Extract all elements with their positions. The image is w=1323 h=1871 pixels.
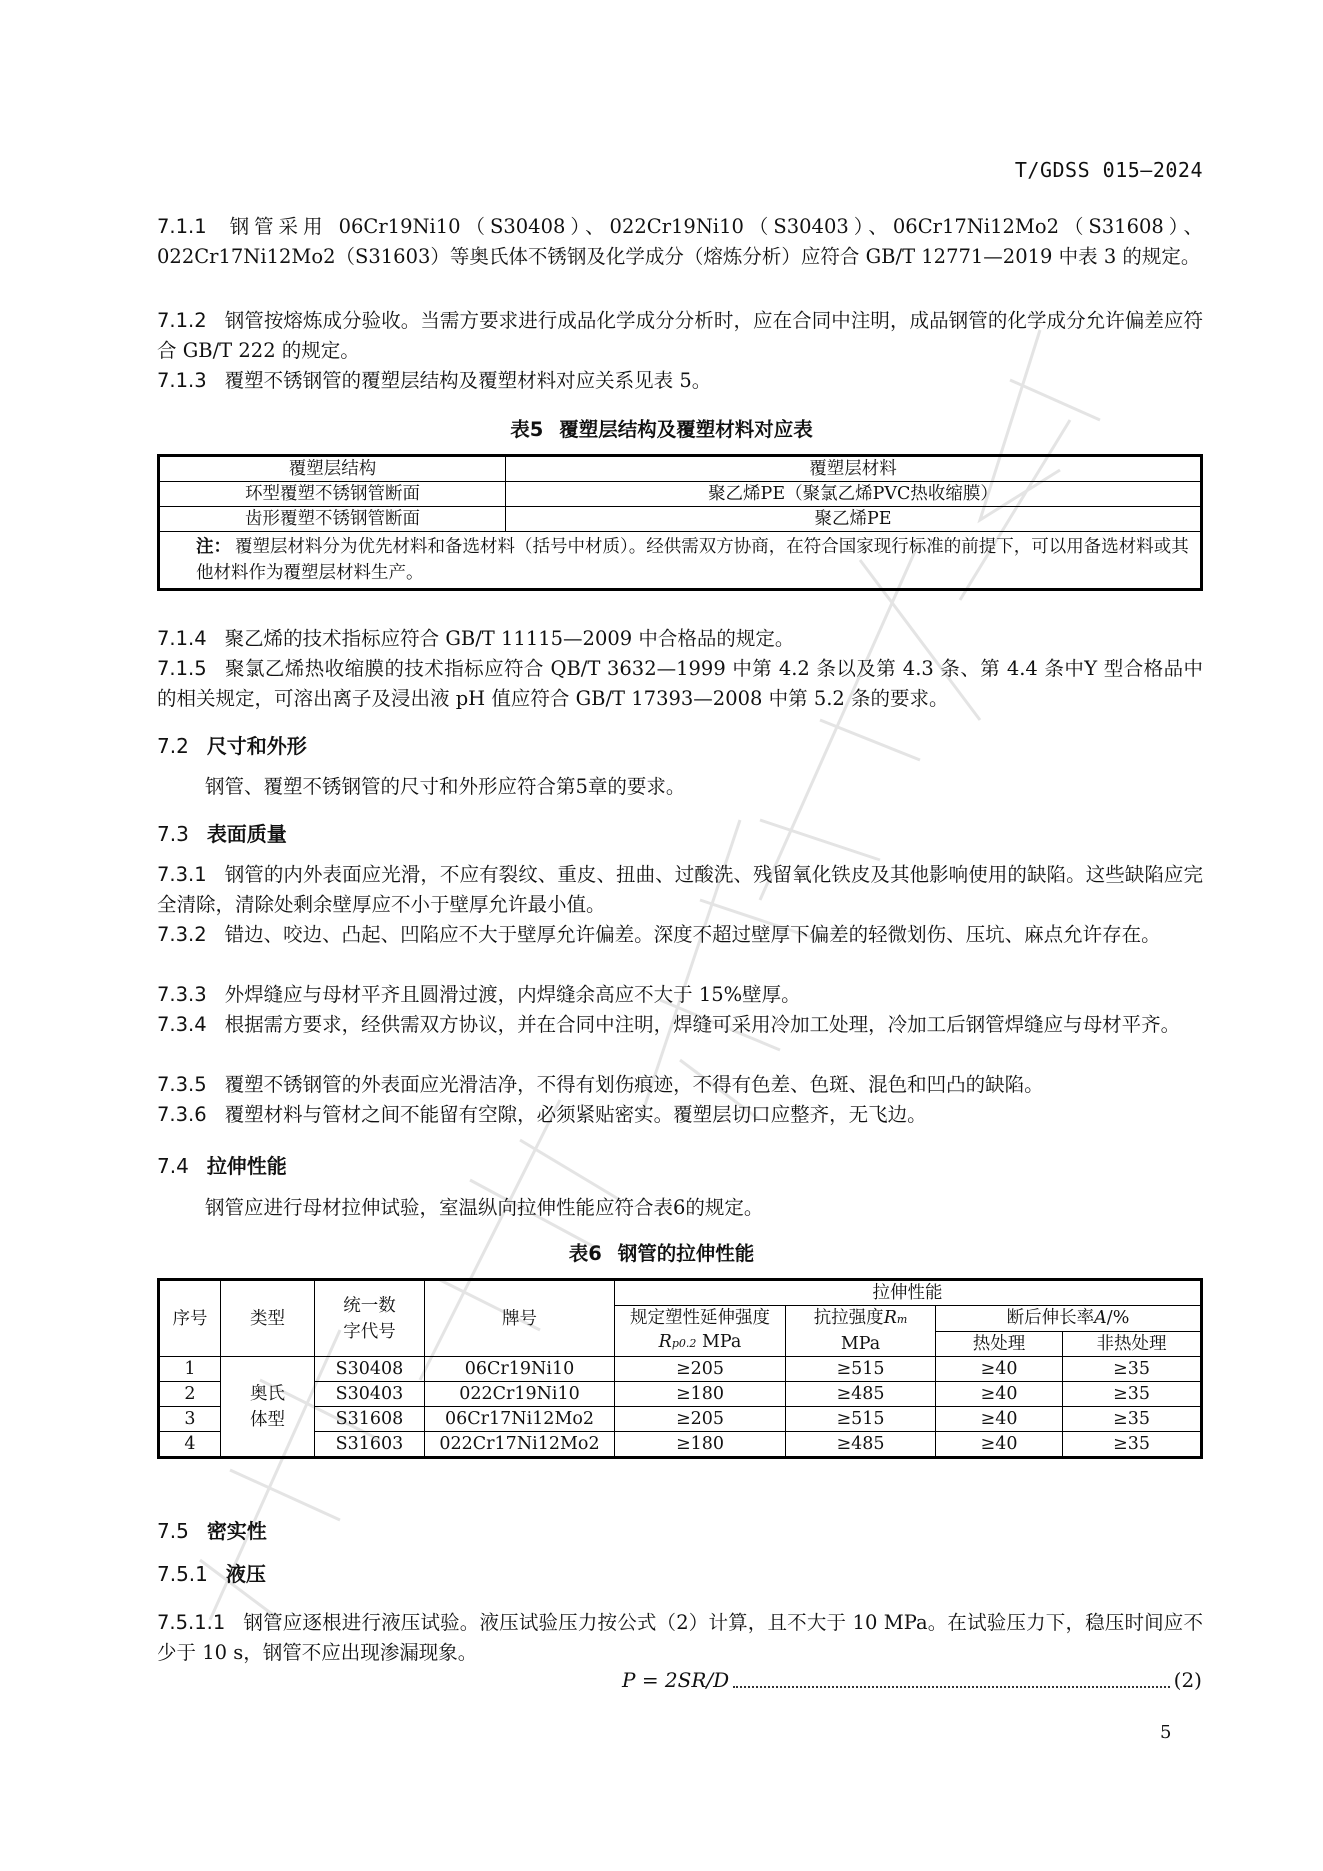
header-code-line1: 统一数 bbox=[343, 1295, 396, 1316]
clause-text: 钢管采用 06Cr19Ni10（S30408）、022Cr19Ni10（S30403）、06Cr17Ni12Mo2（S31608）、022Cr17Ni12Mo2（S31603）等奥氏体不锈钢及化学成分（熔炼分析）应符合 GB/T 12771—2019 中表 3 的规定。 bbox=[157, 215, 1203, 268]
cell-grade: 06Cr17Ni12Mo2 bbox=[425, 1407, 615, 1432]
cell-code: S30403 bbox=[315, 1382, 425, 1407]
clause-text: 错边、咬边、凸起、凹陷应不大于壁厚允许偏差。深度不超过壁厚下偏差的轻微划伤、压坑、麻点允许存在。 bbox=[224, 923, 1161, 946]
clause-number: 7.1.5 bbox=[157, 657, 207, 680]
clause-7-5-1-1 bbox=[157, 1608, 1203, 1668]
heading-number: 7.2 bbox=[157, 734, 189, 758]
cell-heat: ≥40 bbox=[936, 1432, 1063, 1458]
clause-text: 钢管的内外表面应光滑，不应有裂纹、重皮、扭曲、过酸洗、残留氧化铁皮及其他影响使用的缺陷。这些缺陷应完全清除，清除处剩余壁厚应不小于壁厚允许最小值。 bbox=[157, 863, 1203, 916]
clause-number: 7.3.3 bbox=[157, 983, 207, 1006]
cell-code: S31603 bbox=[315, 1432, 425, 1458]
clause-number: 7.3.1 bbox=[157, 863, 207, 886]
clause-7-3-3 bbox=[157, 980, 1203, 1010]
clause-text: 根据需方要求，经供需双方协议，并在合同中注明，焊缝可采用冷加工处理，冷加工后钢管焊缝应与母材平齐。 bbox=[224, 1013, 1181, 1036]
heading-number: 7.4 bbox=[157, 1154, 189, 1178]
elong-symbol: A bbox=[1094, 1308, 1107, 1329]
formula-expression: P = 2SR/D bbox=[622, 1668, 730, 1692]
table6-row bbox=[159, 1432, 1202, 1458]
header-nonheat: 非热处理 bbox=[1063, 1331, 1202, 1357]
cell-ts: ≥515 bbox=[786, 1357, 936, 1382]
cell-seq: 3 bbox=[159, 1407, 221, 1432]
clause-text: 覆塑材料与管材之间不能留有空隙，必须紧贴密实。覆塑层切口应整齐，无飞边。 bbox=[224, 1103, 927, 1126]
clause-7-1-4 bbox=[157, 624, 1203, 654]
type-line1: 奥氏 bbox=[250, 1383, 285, 1404]
ts-subscript: m bbox=[896, 1313, 908, 1326]
clause-number: 7.3.2 bbox=[157, 923, 207, 946]
heading-7-5-1 bbox=[157, 1558, 266, 1587]
table5-header-cell: 覆塑层材料 bbox=[506, 456, 1202, 482]
clause-7-1-2 bbox=[157, 306, 1203, 366]
paragraph-7-2: 钢管、覆塑不锈钢管的尺寸和外形应符合第5章的要求。 bbox=[205, 775, 686, 798]
header-heat: 热处理 bbox=[936, 1331, 1063, 1357]
cell-seq: 2 bbox=[159, 1382, 221, 1407]
header-yield bbox=[615, 1306, 786, 1357]
table5-title: 覆塑层结构及覆塑材料对应表 bbox=[559, 418, 813, 441]
clause-text: 钢管按熔炼成分验收。当需方要求进行成品化学成分分析时，应在合同中注明，成品钢管的化学成分允许偏差应符合 GB/T 222 的规定。 bbox=[157, 309, 1203, 362]
note-text: 覆塑层材料分为优先材料和备选材料（括号中材质）。经供需双方协商，在符合国家现行标准的前提下，可以用备选材料或其他材料作为覆塑层材料生产。 bbox=[196, 537, 1189, 583]
clause-7-3-5 bbox=[157, 1070, 1203, 1100]
heading-7-2 bbox=[157, 730, 307, 759]
table5 bbox=[157, 454, 1203, 591]
clause-text: 钢管应逐根进行液压试验。液压试验压力按公式（2）计算，且不大于 10 MPa。在试验压力下，稳压时间应不少于 10 s，钢管不应出现渗漏现象。 bbox=[157, 1611, 1203, 1664]
cell-yield: ≥180 bbox=[615, 1432, 786, 1458]
cell-grade: 06Cr19Ni10 bbox=[425, 1357, 615, 1382]
table5-header-row bbox=[159, 456, 1202, 482]
header-elong bbox=[936, 1306, 1202, 1332]
type-line2: 体型 bbox=[250, 1409, 285, 1430]
header-code-line2: 字代号 bbox=[343, 1321, 396, 1342]
clause-text: 聚氯乙烯热收缩膜的技术指标应符合 QB/T 3632—1999 中第 4.2 条以及第 4.3 条、第 4.4 条中Y 型合格品中的相关规定，可溶出离子及浸出液 pH 值应符合 GB/T 17393—2008 中第 5.2 条的要求。 bbox=[157, 657, 1203, 710]
clause-7-1-5 bbox=[157, 654, 1203, 714]
heading-title: 尺寸和外形 bbox=[206, 734, 307, 758]
ts-symbol: R bbox=[883, 1308, 897, 1328]
clause-number: 7.1.2 bbox=[157, 309, 207, 332]
clause-7-3-2 bbox=[157, 920, 1203, 950]
heading-title: 密实性 bbox=[206, 1519, 267, 1543]
cell-yield: ≥205 bbox=[615, 1357, 786, 1382]
table5-header-cell: 覆塑层结构 bbox=[159, 456, 506, 482]
cell-nonheat: ≥35 bbox=[1063, 1382, 1202, 1407]
cell-type bbox=[221, 1357, 315, 1458]
paragraph-7-4: 钢管应进行母材拉伸试验，室温纵向拉伸性能应符合表6的规定。 bbox=[205, 1196, 764, 1219]
cell-nonheat: ≥35 bbox=[1063, 1432, 1202, 1458]
table5-cell: 聚乙烯PE bbox=[506, 507, 1202, 532]
clause-text: 聚乙烯的技术指标应符合 GB/T 11115—2009 中合格品的规定。 bbox=[224, 627, 795, 650]
heading-number: 7.5.1 bbox=[157, 1562, 208, 1586]
clause-number: 7.5.1.1 bbox=[157, 1611, 226, 1634]
table5-note-row bbox=[159, 532, 1202, 590]
clause-7-1-1 bbox=[157, 212, 1203, 272]
heading-7-5 bbox=[157, 1515, 267, 1544]
table5-note bbox=[159, 532, 1202, 590]
clause-number: 7.1.1 bbox=[157, 215, 207, 238]
clause-number: 7.3.5 bbox=[157, 1073, 207, 1096]
cell-nonheat: ≥35 bbox=[1063, 1357, 1202, 1382]
cell-yield: ≥205 bbox=[615, 1407, 786, 1432]
header-tensile: 拉伸性能 bbox=[615, 1280, 1202, 1306]
table5-row bbox=[159, 507, 1202, 532]
header-ts-unit: MPa bbox=[840, 1334, 881, 1354]
note-label: 注： bbox=[196, 537, 231, 557]
cell-yield: ≥180 bbox=[615, 1382, 786, 1407]
standard-code: T/GDSS 015—2024 bbox=[1014, 158, 1203, 182]
cell-ts: ≥485 bbox=[786, 1432, 936, 1458]
heading-title: 液压 bbox=[225, 1562, 266, 1586]
yield-symbol: R bbox=[658, 1332, 672, 1352]
cell-seq: 4 bbox=[159, 1432, 221, 1458]
heading-number: 7.5 bbox=[157, 1519, 189, 1543]
cell-heat: ≥40 bbox=[936, 1382, 1063, 1407]
heading-7-3 bbox=[157, 818, 287, 847]
table5-cell: 齿形覆塑不锈钢管断面 bbox=[159, 507, 506, 532]
clause-number: 7.1.3 bbox=[157, 369, 207, 392]
clause-number: 7.3.4 bbox=[157, 1013, 207, 1036]
table6-number: 表6 bbox=[568, 1242, 602, 1265]
heading-7-4 bbox=[157, 1150, 287, 1179]
table6-header-row bbox=[159, 1280, 1202, 1306]
clause-text: 覆塑不锈钢管的外表面应光滑洁净，不得有划伤痕迹，不得有色差、色斑、混色和凹凸的缺陷。 bbox=[224, 1073, 1044, 1096]
clause-text: 覆塑不锈钢管的覆塑层结构及覆塑材料对应关系见表 5。 bbox=[224, 369, 712, 392]
header-type: 类型 bbox=[221, 1280, 315, 1357]
clause-number: 7.1.4 bbox=[157, 627, 207, 650]
page-number: 5 bbox=[1160, 1722, 1172, 1743]
header-yield-line1: 规定塑性延伸强度 bbox=[630, 1308, 770, 1328]
elong-label: 断后伸长率 bbox=[1006, 1308, 1095, 1329]
table6 bbox=[157, 1278, 1203, 1459]
table6-row bbox=[159, 1382, 1202, 1407]
yield-unit: MPa bbox=[696, 1332, 742, 1352]
header-ts bbox=[786, 1306, 936, 1357]
cell-grade: 022Cr19Ni10 bbox=[425, 1382, 615, 1407]
header-ts-line1 bbox=[790, 1306, 931, 1332]
heading-title: 表面质量 bbox=[206, 822, 287, 846]
table5-cell: 聚乙烯PE（聚氯乙烯PVC热收缩膜） bbox=[506, 482, 1202, 507]
table5-cell: 环型覆塑不锈钢管断面 bbox=[159, 482, 506, 507]
table6-title: 钢管的拉伸性能 bbox=[617, 1242, 755, 1265]
cell-code: S31608 bbox=[315, 1407, 425, 1432]
cell-ts: ≥485 bbox=[786, 1382, 936, 1407]
table5-number: 表5 bbox=[510, 418, 544, 441]
clause-7-3-4 bbox=[157, 1010, 1203, 1040]
heading-number: 7.3 bbox=[157, 822, 189, 846]
heading-title: 拉伸性能 bbox=[206, 1154, 287, 1178]
table5-caption bbox=[0, 414, 1323, 442]
ts-label: 抗拉强度 bbox=[813, 1308, 884, 1328]
formula-leader-dots bbox=[733, 1672, 1169, 1688]
header-seq: 序号 bbox=[159, 1280, 221, 1357]
clause-7-3-1 bbox=[157, 860, 1203, 920]
formula-label: (2) bbox=[1173, 1668, 1202, 1692]
yield-subscript: p0.2 bbox=[671, 1337, 697, 1350]
header-grade: 牌号 bbox=[425, 1280, 615, 1357]
header-yield-line2 bbox=[619, 1330, 781, 1356]
table6-caption bbox=[0, 1238, 1323, 1266]
cell-seq: 1 bbox=[159, 1357, 221, 1382]
formula-2 bbox=[622, 1668, 1202, 1692]
cell-grade: 022Cr17Ni12Mo2 bbox=[425, 1432, 615, 1458]
cell-heat: ≥40 bbox=[936, 1407, 1063, 1432]
cell-ts: ≥515 bbox=[786, 1407, 936, 1432]
cell-code: S30408 bbox=[315, 1357, 425, 1382]
elong-unit: /% bbox=[1106, 1308, 1130, 1329]
cell-nonheat: ≥35 bbox=[1063, 1407, 1202, 1432]
cell-heat: ≥40 bbox=[936, 1357, 1063, 1382]
clause-text: 外焊缝应与母材平齐且圆滑过渡，内焊缝余高应不大于 15%壁厚。 bbox=[224, 983, 801, 1006]
clause-number: 7.3.6 bbox=[157, 1103, 207, 1126]
header-code bbox=[315, 1280, 425, 1357]
clause-7-3-6 bbox=[157, 1100, 1203, 1130]
table6-row bbox=[159, 1357, 1202, 1382]
clause-7-1-3 bbox=[157, 366, 1203, 396]
table5-row bbox=[159, 482, 1202, 507]
table6-row bbox=[159, 1407, 1202, 1432]
